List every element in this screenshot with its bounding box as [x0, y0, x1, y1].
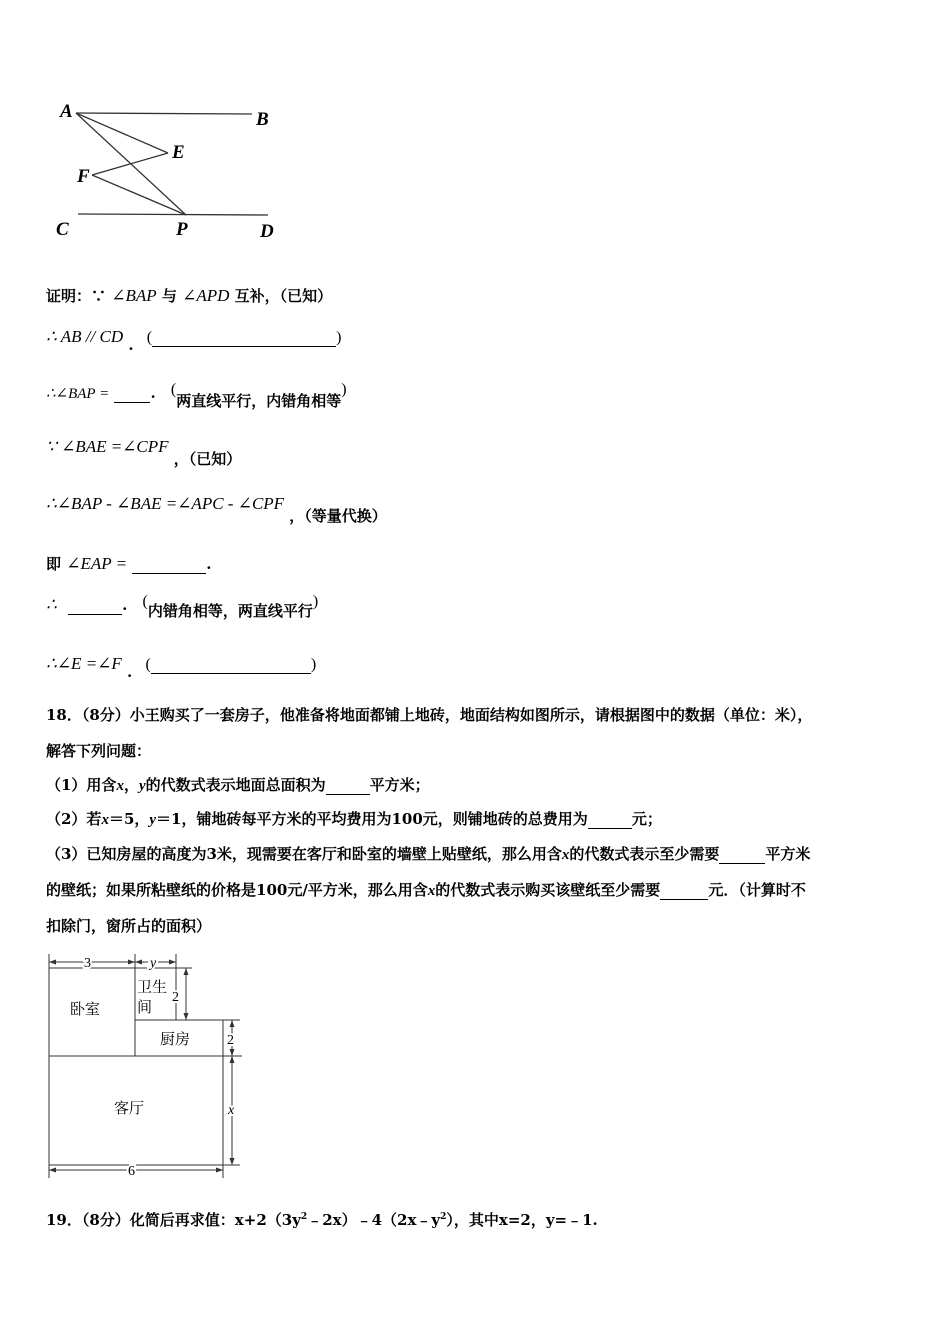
paren-open: (: [142, 593, 148, 610]
q18-part-2: [46, 808, 662, 829]
proof-dot: .: [128, 336, 134, 354]
dim-label-6: 6: [128, 1164, 135, 1179]
q18-part-3-cont: [46, 879, 806, 900]
point-label-A: A: [60, 101, 73, 122]
dim-label-2-upper: 2: [172, 990, 179, 1005]
proof-dot: .: [150, 384, 156, 402]
q18-line-1: 18．（8分）小王购买了一套房子，他准备将地面都铺上地砖，地面结构如图所示，请根据图中的数据（单位：米），: [46, 706, 813, 724]
math-expr: ∴: [46, 595, 57, 614]
proof-dot: .: [127, 663, 133, 681]
proof-text: 即: [46, 555, 62, 573]
proof-text: ，（等量代换）: [289, 507, 387, 525]
point-label-B: B: [256, 109, 269, 130]
var-x: x: [427, 883, 436, 899]
proof-reason: 两直线平行，内错角相等: [176, 392, 342, 410]
paren-open: (: [170, 381, 177, 398]
q-text: 19．（8分）化简后再求值：x+2（3y: [46, 1211, 301, 1229]
floor-plan-figure: [40, 950, 250, 1180]
paren-close: ): [341, 381, 347, 398]
var-x: x: [116, 778, 124, 794]
dim-label-x: x: [228, 1103, 235, 1118]
proof-text: 证明：∵: [46, 287, 107, 305]
segment-FP: [92, 175, 186, 215]
math-expr: ∴∠BAP =: [46, 386, 110, 402]
answer-blank[interactable]: [68, 590, 122, 615]
q-text: 元；: [631, 810, 662, 828]
point-label-P: P: [176, 219, 188, 240]
answer-blank[interactable]: [151, 647, 311, 674]
point-label-F: F: [77, 166, 90, 187]
proof-line-1: [46, 285, 332, 306]
math-expr: ∠BAP: [111, 286, 157, 305]
q-text: 的代数式表示至少需要: [569, 845, 720, 863]
room-label-kitchen: 厨房: [160, 1032, 191, 1048]
paren-close: ): [336, 329, 342, 346]
dim-label-3: 3: [84, 956, 91, 971]
room-label-bathroom-line2: 间: [137, 1000, 153, 1016]
q-text: 的壁纸；如果所粘壁纸的价格是100元/平方米，那么用含: [46, 881, 428, 899]
segment-CD: [78, 214, 268, 215]
proof-line-6: [46, 551, 212, 574]
q-text: ），其中x=2，y=﹣1.: [446, 1211, 598, 1229]
var-x: x: [101, 812, 109, 828]
math-expr: ∴∠BAP - ∠BAE =∠APC - ∠CPF: [46, 494, 285, 513]
segment-AE: [76, 113, 168, 153]
answer-blank[interactable]: [588, 812, 632, 829]
math-expr: ∴∠E =∠F: [46, 654, 122, 673]
q18-line-2: 解答下列问题：: [46, 742, 152, 760]
dim-label-2-mid: 2: [227, 1033, 234, 1048]
proof-text: 与: [161, 287, 177, 305]
segment-EF: [92, 153, 168, 175]
q-text: ﹣2x）﹣4（2x﹣y: [307, 1211, 441, 1229]
q-text: （1）用含: [46, 776, 117, 794]
room-label-bathroom-line1: 卫生: [137, 980, 168, 996]
math-expr: ∴ AB // CD: [46, 327, 124, 346]
proof-line-4: [46, 436, 242, 468]
q-text: （3）已知房屋的高度为3米，现需要在客厅和卧室的墙壁上贴壁纸，那么用含: [46, 845, 562, 863]
point-label-E: E: [172, 142, 185, 163]
q-text: 平方米；: [369, 776, 430, 794]
proof-line-2: [46, 320, 342, 354]
var-y: y: [149, 812, 157, 828]
answer-blank[interactable]: [132, 551, 206, 574]
paren-close: ): [310, 656, 317, 673]
q-text: 元．（计算时不: [708, 881, 806, 899]
room-label-living: 客厅: [114, 1101, 145, 1117]
math-expr: ∵ ∠BAE =∠CPF: [46, 437, 169, 456]
q-text: ＝1，铺地砖每平方米的平均费用为100元，则铺地砖的总费用为: [156, 810, 588, 828]
answer-blank[interactable]: [719, 847, 765, 864]
proof-line-3: [46, 378, 347, 410]
proof-line-8: [46, 647, 317, 681]
q-text: ，: [123, 776, 139, 794]
answer-blank[interactable]: [114, 378, 150, 403]
paren-open: (: [145, 656, 151, 673]
geometry-figure: [40, 95, 300, 255]
room-label-bedroom: 卧室: [70, 1002, 101, 1018]
q-text: 的代数式表示购买该壁纸至少需要: [435, 881, 661, 899]
q-text: （2）若: [46, 810, 102, 828]
proof-text: ，（已知）: [173, 450, 242, 468]
point-label-C: C: [56, 219, 69, 240]
q-text: 平方米: [765, 845, 811, 863]
dim-label-y: y: [150, 956, 157, 971]
answer-blank[interactable]: [660, 883, 708, 900]
q-text: 的代数式表示地面总面积为: [145, 776, 326, 794]
proof-line-7: [46, 590, 319, 620]
q-text: ＝5，: [108, 810, 150, 828]
q18-part-3-end: 扣除门，窗所占的面积）: [46, 917, 212, 935]
q18-part-3: [46, 843, 810, 864]
math-expr: ∠EAP =: [66, 554, 128, 573]
proof-dot: .: [206, 555, 212, 573]
answer-blank[interactable]: [326, 778, 370, 795]
math-expr: ∠APD: [182, 286, 230, 305]
superscript: 2: [440, 1212, 447, 1222]
proof-reason: 内错角相等，两直线平行: [147, 602, 313, 620]
proof-line-5: [46, 493, 387, 525]
segment-AB: [76, 113, 252, 114]
paren-open: (: [146, 329, 153, 346]
answer-blank[interactable]: [152, 320, 336, 347]
superscript: 2: [300, 1212, 308, 1222]
proof-dot: .: [122, 596, 128, 614]
var-y: y: [138, 778, 146, 794]
paren-close: ): [312, 593, 319, 610]
proof-text: 互补，（已知）: [234, 287, 333, 305]
q19-line: [46, 1209, 598, 1230]
q18-part-1: [46, 774, 430, 795]
point-label-D: D: [260, 221, 274, 242]
var-x: x: [561, 847, 570, 863]
